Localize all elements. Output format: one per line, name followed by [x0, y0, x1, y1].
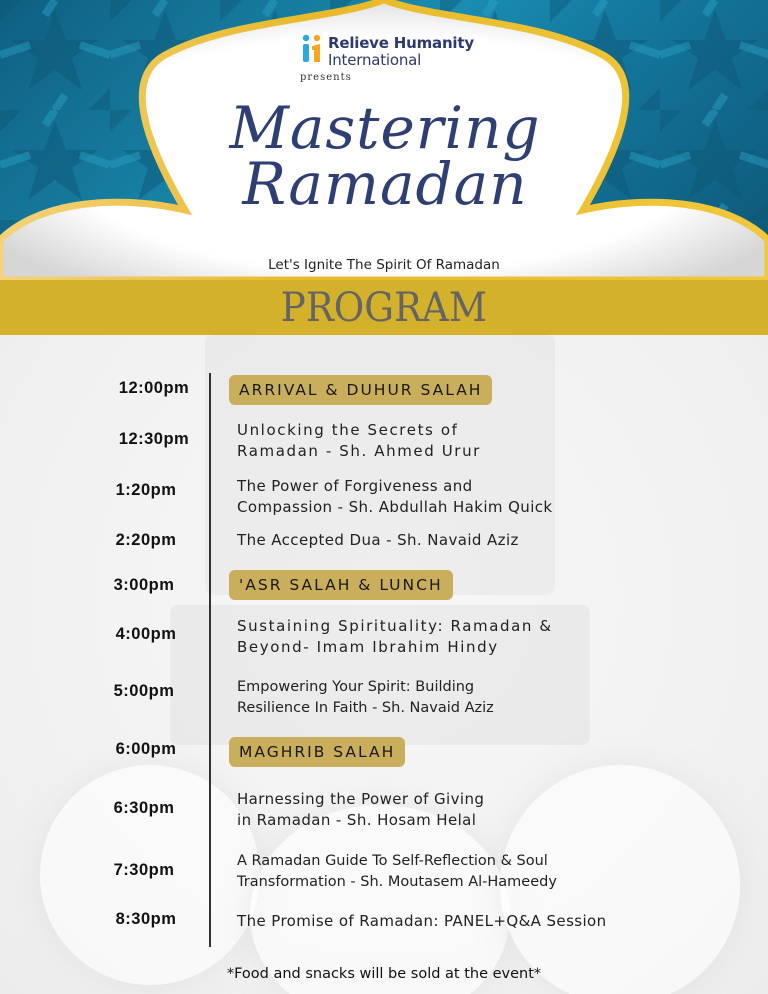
presents-label: presents	[300, 72, 352, 83]
session-line: Resilience In Faith - Sh. Navaid Aziz	[237, 700, 494, 716]
schedule-session	[237, 851, 557, 893]
time-label: 12:00pm	[118, 379, 190, 397]
program-heading-bar	[0, 280, 768, 335]
time-label: 12:30pm	[118, 430, 190, 448]
session-line: Empowering Your Spirit: Building	[237, 679, 475, 695]
session-line: The Accepted Dua - Sh. Navaid Aziz	[237, 531, 519, 549]
event-tagline: Let's Ignite The Spirit Of Ramadan	[268, 257, 500, 273]
schedule-highlight-pill: ARRIVAL & DUHUR SALAH	[229, 375, 492, 405]
event-title-line1: Mastering	[229, 94, 541, 162]
schedule-session	[237, 616, 553, 658]
org-logo	[300, 32, 500, 86]
session-line: The Power of Forgiveness and	[237, 477, 473, 495]
session-line: Unlocking the Secrets of	[237, 421, 459, 439]
event-title	[180, 94, 590, 218]
header-banner	[0, 0, 768, 280]
session-line: Compassion - Sh. Abdullah Hakim Quick	[237, 498, 553, 516]
footer-note: *Food and snacks will be sold at the event*	[226, 966, 542, 982]
session-line: Ramadan - Sh. Ahmed Urur	[237, 442, 481, 460]
session-line: Transformation - Sh. Moutasem Al-Hameedy	[237, 874, 557, 890]
schedule-highlight-pill: MAGHRIB SALAH	[229, 737, 405, 767]
time-label: 5:00pm	[113, 682, 175, 700]
session-line: The Promise of Ramadan: PANEL+Q&A Session	[237, 912, 607, 930]
time-label: 6:30pm	[113, 799, 175, 817]
program-heading: PROGRAM	[280, 284, 488, 331]
schedule-session	[237, 476, 553, 518]
time-label: 3:00pm	[113, 576, 175, 594]
session-line: Beyond- Imam Ibrahim Hindy	[237, 638, 499, 656]
schedule-session	[237, 530, 519, 551]
time-label: 2:20pm	[115, 531, 177, 549]
timeline-divider	[209, 373, 211, 947]
session-line: Sustaining Spirituality: Ramadan &	[237, 617, 553, 635]
event-title-line2: Ramadan	[242, 150, 528, 218]
session-line: A Ramadan Guide To Self-Reflection & Soul	[237, 853, 548, 869]
time-label: 6:00pm	[115, 740, 177, 758]
time-label: 1:20pm	[115, 481, 177, 499]
schedule-session	[237, 677, 494, 719]
session-line: Harnessing the Power of Giving	[237, 790, 485, 808]
faded-lantern-shape	[205, 335, 555, 595]
time-label: 4:00pm	[115, 625, 177, 643]
time-label: 7:30pm	[113, 861, 175, 879]
session-line: in Ramadan - Sh. Hosam Helal	[237, 811, 477, 829]
time-label: 8:30pm	[115, 910, 177, 928]
schedule-session	[237, 911, 607, 932]
schedule-highlight-pill: 'ASR SALAH & LUNCH	[229, 570, 453, 600]
schedule-session	[237, 420, 481, 462]
org-name-line1: Relieve Humanity	[328, 34, 474, 52]
org-name-line2: International	[328, 51, 422, 69]
relieve-humanity-logo-icon	[302, 34, 324, 64]
schedule-session	[237, 789, 484, 831]
